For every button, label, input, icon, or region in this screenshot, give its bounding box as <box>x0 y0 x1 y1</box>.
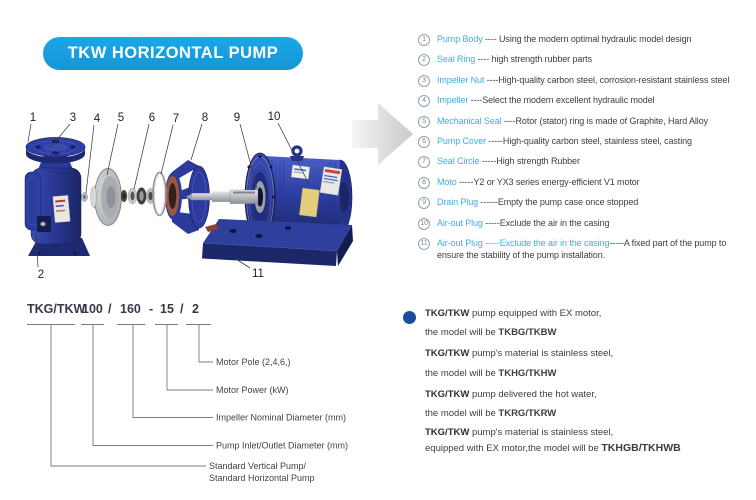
item-number-badge: 4 <box>418 95 430 107</box>
model-code-segment: / <box>108 302 112 316</box>
motor-yellow-label <box>299 188 319 217</box>
part-number-label: 3 <box>69 112 77 124</box>
part-name: Air-out Plug <box>437 217 483 228</box>
part-description: ----Select the modern excellent hydraulic model <box>468 95 655 106</box>
part-name: Pump Body <box>437 34 483 44</box>
item-number-badge: 1 <box>418 34 430 46</box>
part-name: Impeller <box>437 95 469 106</box>
model-code-segment: 2 <box>192 302 199 316</box>
part-name: Pump Cover <box>437 135 487 146</box>
code-label: Motor Power (kW) <box>216 385 289 395</box>
brand-text: TKG/TKW <box>425 388 470 400</box>
note-text: the model will be <box>425 367 499 379</box>
part-description: ----High-quality carbon steel, corrosion-resistant stainless steel <box>484 74 730 85</box>
parts-list-item <box>418 196 752 209</box>
part-name: Mechanical Seal <box>437 115 502 126</box>
model-code-segment: 100 <box>82 302 103 316</box>
motor-label <box>320 167 342 195</box>
part-number-label: 4 <box>93 113 101 125</box>
part-description: ---- high strength rubber parts <box>475 54 592 65</box>
brand-text: TKG/TKW <box>425 427 470 439</box>
item-number-badge: 7 <box>418 156 430 168</box>
part-number-label: 1 <box>29 112 37 124</box>
impeller-nut-illustration <box>82 193 88 202</box>
note-text: equipped with EX motor,the model will be <box>425 442 602 454</box>
parts-list-item <box>418 115 752 128</box>
model-code <box>27 302 199 316</box>
part-name: Seal Ring <box>437 54 476 65</box>
part-description: -----Exclude the air in the casing <box>482 217 610 228</box>
page-title: TKW HORIZONTAL PUMP <box>67 44 279 62</box>
part-name: Moto <box>437 176 457 187</box>
parts-list-item <box>418 155 752 168</box>
model-name: TKHG/TKHW <box>498 367 557 379</box>
parts-list-item <box>418 176 752 189</box>
item-number-badge: 5 <box>418 116 430 128</box>
model-note <box>425 425 755 456</box>
note-text: pump's material is stainless steel, <box>469 427 614 439</box>
model-code-segment: 160 <box>120 302 141 316</box>
part-name: Impeller Nut <box>437 74 485 85</box>
parts-list-item <box>418 135 752 148</box>
part-number-label: 10 <box>267 111 281 123</box>
note-text: pump delivered the hot water, <box>469 388 597 400</box>
brand-text: TKG/TKW <box>425 308 470 319</box>
item-number-badge: 11 <box>418 238 430 250</box>
model-code-segment: - <box>149 302 154 316</box>
model-note <box>425 344 755 383</box>
model-name: TKHGB/TKHWB <box>601 441 681 454</box>
brand-text: TKG/TKW <box>425 348 470 360</box>
part-description: ---- Using the modern optimal hydraulic model design <box>482 34 692 44</box>
part-description: ------Empty the pump case once stopped <box>478 197 639 208</box>
model-name: TKRG/TKRW <box>498 408 557 420</box>
note-text: pump's material is stainless steel, <box>469 348 614 360</box>
model-code-segment: 15 <box>160 302 174 316</box>
part-description: -----Y2 or YX3 series energy-efficient V1 motor <box>456 176 640 187</box>
note-text: pump equipped with EX motor, <box>469 308 602 319</box>
note-text: the model will be <box>425 327 499 339</box>
note-text: the model will be <box>425 408 499 420</box>
parts-list <box>418 33 752 269</box>
part-number-label: 2 <box>37 269 45 281</box>
impeller-illustration <box>91 169 124 226</box>
part-number-label: 7 <box>172 113 180 125</box>
code-label: Pump Inlet/Outlet Diameter (mm) <box>216 440 349 451</box>
base-plate-illustration <box>202 219 353 266</box>
part-number-label: 8 <box>201 112 209 124</box>
parts-list-item <box>418 217 752 230</box>
model-code-segment: / <box>180 302 184 316</box>
pump-label <box>53 195 70 222</box>
parts-list-item <box>418 94 752 107</box>
parts-list-item <box>418 33 752 46</box>
part-number-label: 5 <box>117 112 125 124</box>
part-description: ----Rotor (stator) ring is made of Graphite, Hard Alloy <box>501 115 709 126</box>
part-number-label: 6 <box>148 112 156 124</box>
code-connector-lines <box>27 325 213 467</box>
part-description: -----High-quality carbon steel, stainless steel, casting <box>486 135 692 146</box>
part-name: Drain Plug <box>437 197 479 208</box>
code-labels <box>209 357 348 483</box>
code-label: Motor Pole (2,4,6,) <box>216 357 291 367</box>
model-note <box>425 304 755 343</box>
code-label: Impeller Nominal Diameter (mm) <box>216 412 347 423</box>
parts-list-item <box>418 237 752 262</box>
model-code-segment: TKG/TKW <box>27 302 86 316</box>
parts-list-item <box>418 53 752 66</box>
part-description: -----High strength Rubber <box>479 156 580 167</box>
parts-list-item <box>418 74 752 87</box>
pump-body-illustration <box>25 138 90 257</box>
item-number-badge: 2 <box>418 54 430 66</box>
seal-circle-illustration <box>153 173 166 216</box>
model-code-diagram <box>20 295 360 495</box>
item-number-badge: 9 <box>418 197 430 209</box>
mechanical-seal-illustration <box>121 188 155 205</box>
model-note <box>425 385 755 424</box>
item-number-badge: 10 <box>418 218 430 230</box>
part-description: -----A fixed part of the pump to ensure the stability of the pump installation. <box>437 237 727 261</box>
code-label: Standard Vertical Pump/ <box>209 461 307 471</box>
arrow-right-icon <box>352 103 413 165</box>
model-notes <box>425 304 755 458</box>
title-banner <box>43 37 303 70</box>
part-number-label: 11 <box>252 268 264 280</box>
part-name: Seal Circle <box>437 156 480 167</box>
item-number-badge: 8 <box>418 177 430 189</box>
model-name: TKBG/TKBW <box>498 327 557 339</box>
pump-exploded-diagram <box>0 90 420 290</box>
bullet-icon <box>403 311 416 324</box>
part-number-label: 9 <box>233 112 241 124</box>
item-number-badge: 6 <box>418 136 430 148</box>
item-number-badge: 3 <box>418 75 430 87</box>
part-name: Air-out Plug -----Exclude the air in the casing <box>437 237 610 248</box>
code-label: Standard Horizontal Pump <box>209 473 315 483</box>
